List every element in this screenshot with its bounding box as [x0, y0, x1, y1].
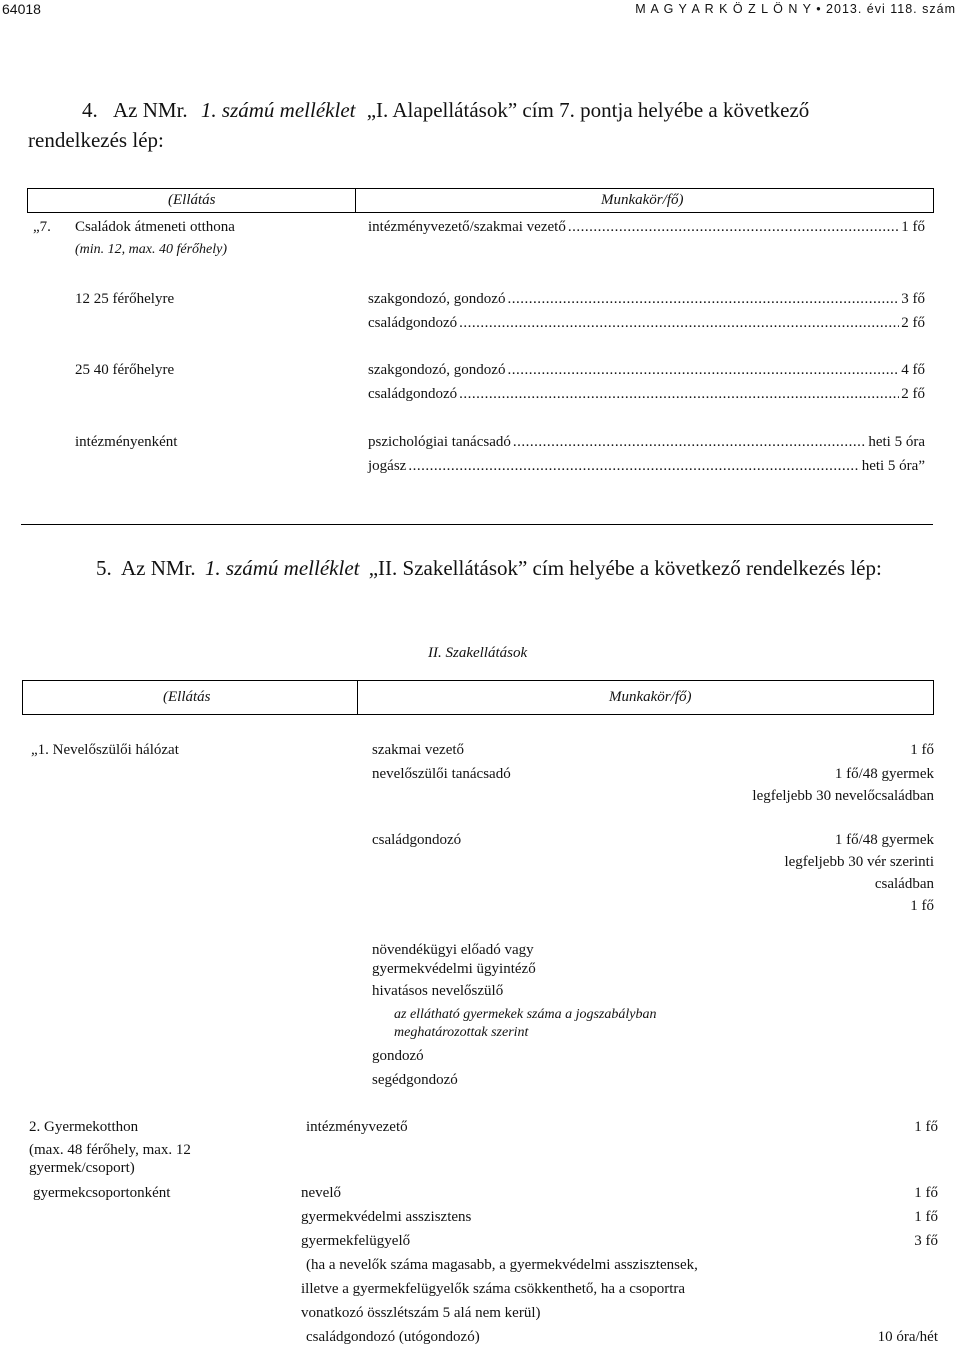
- item1-title: „1. Nevelőszülői hálózat: [31, 742, 179, 758]
- role: családgondozó: [368, 315, 458, 331]
- role: hivatásos nevelőszülő: [372, 983, 504, 999]
- dot-leader: [507, 362, 899, 379]
- value: 10 óra/hét: [877, 1329, 938, 1345]
- value: 1 fő/48 gyermek: [834, 766, 934, 782]
- value: 3 fő: [901, 291, 925, 307]
- note-line: (ha a nevelők száma magasabb, a gyermekvédelmi asszisztensek,: [306, 1257, 698, 1273]
- section5-num: 5.: [96, 556, 112, 580]
- item7-sub: (min. 12, max. 40 férőhely): [75, 242, 228, 257]
- role: gyermekvédelmi ügyintéző: [372, 961, 536, 977]
- table1-row: [368, 434, 925, 451]
- value: családban: [874, 876, 934, 892]
- label-per-institution: intézményenként: [75, 434, 178, 450]
- table2-col1: (Ellátás: [163, 689, 211, 705]
- value: 1 fő: [914, 1119, 938, 1135]
- role: jogász: [368, 458, 407, 474]
- role: segédgondozó: [372, 1072, 458, 1088]
- item2-title: 2. Gyermekotthon: [29, 1119, 139, 1135]
- value: 1 fő: [901, 219, 925, 235]
- table1-row: [368, 386, 925, 403]
- table1-row: [368, 315, 925, 332]
- value: 4 fő: [901, 362, 925, 378]
- role: családgondozó: [368, 386, 458, 402]
- value: 3 fő: [914, 1233, 938, 1249]
- note: az ellátható gyermekek száma a jogszabályban: [394, 1007, 657, 1022]
- role: gyermekvédelmi asszisztens: [301, 1209, 472, 1225]
- section4-post: „I. Alapellátások” cím 7. pontja helyébe a következő: [366, 98, 810, 122]
- role: szakgondozó, gondozó: [368, 362, 506, 378]
- table1-divider: [355, 188, 356, 213]
- value: legfeljebb 30 vér szerinti: [784, 854, 934, 870]
- item2-sub2: gyermek/csoport): [29, 1160, 135, 1176]
- table1-row: [368, 219, 925, 236]
- value: 2 fő: [901, 315, 925, 331]
- table2-divider: [357, 680, 358, 715]
- value: 2 fő: [901, 386, 925, 402]
- table1-col1: (Ellátás: [168, 192, 216, 208]
- section4-num: 4.: [82, 98, 98, 122]
- value: 1 fő/48 gyermek: [834, 832, 934, 848]
- dot-leader: [513, 434, 866, 451]
- section4-annex: 1. számú melléklet: [200, 98, 356, 122]
- value: 1 fő: [914, 1185, 938, 1201]
- value: heti 5 óra”: [861, 458, 925, 474]
- label-12-25: 12 25 férőhelyre: [75, 291, 175, 307]
- role: nevelő: [301, 1185, 341, 1201]
- dot-leader: [568, 219, 899, 236]
- table2-col2: Munkakör/fő): [609, 689, 692, 705]
- dot-leader: [459, 315, 899, 332]
- value: legfeljebb 30 nevelőcsaládban: [752, 788, 934, 804]
- value: 1 fő: [910, 742, 934, 758]
- label-25-40: 25 40 férőhelyre: [75, 362, 175, 378]
- note-line: illetve a gyermekfelügyelők száma csökkenthető, ha a csoportra: [301, 1281, 686, 1297]
- group-label: gyermekcsoportonként: [33, 1185, 171, 1201]
- role: intézményvezető: [306, 1119, 408, 1135]
- section-divider: [21, 524, 933, 525]
- role: nevelőszülői tanácsadó: [372, 766, 511, 782]
- item7-title: Családok átmeneti otthona: [75, 219, 235, 235]
- section5-subtitle: II. Szakellátások: [428, 645, 528, 661]
- publication-header: M A G Y A R K Ö Z L Ö N Y • 2013. évi 118. szám: [635, 2, 956, 16]
- section5-post: „II. Szakellátások” cím helyébe a következő rendelkezés lép:: [368, 556, 882, 580]
- note-line: vonatkozó összlétszám 5 alá nem kerül): [301, 1305, 541, 1321]
- section4-line2: rendelkezés lép:: [28, 128, 164, 152]
- dot-leader: [459, 386, 899, 403]
- role: családgondozó (utógondozó): [306, 1329, 480, 1345]
- table2-header: [22, 680, 934, 715]
- value: 1 fő: [914, 1209, 938, 1225]
- section5-pre: Az NMr.: [121, 556, 196, 580]
- role: intézményvezető/szakmai vezető: [368, 219, 566, 235]
- role: pszichológiai tanácsadó: [368, 434, 511, 450]
- table1-row: [368, 291, 925, 308]
- dot-leader: [507, 291, 899, 308]
- role: növendékügyi előadó vagy: [372, 942, 534, 958]
- note: meghatározottak szerint: [394, 1025, 529, 1040]
- role: szakmai vezető: [372, 742, 465, 758]
- section4-heading: [82, 98, 809, 123]
- role: szakgondozó, gondozó: [368, 291, 506, 307]
- section5-annex: 1. számú melléklet: [204, 556, 360, 580]
- table1-col2: Munkakör/fő): [601, 192, 684, 208]
- value: heti 5 óra: [868, 434, 925, 450]
- table1-row: [368, 458, 925, 475]
- section5-heading: [96, 556, 882, 581]
- page-number: 64018: [2, 1, 41, 17]
- item2-sub1: (max. 48 férőhely, max. 12: [29, 1142, 191, 1158]
- role: gyermekfelügyelő: [301, 1233, 411, 1249]
- dot-leader: [408, 458, 859, 475]
- section4-pre: Az NMr.: [113, 98, 188, 122]
- table1-row: [368, 362, 925, 379]
- role: gondozó: [372, 1048, 424, 1064]
- role: családgondozó: [372, 832, 462, 848]
- value: 1 fő: [910, 898, 934, 914]
- table1-header: [27, 188, 934, 213]
- item7-num: „7.: [33, 219, 51, 235]
